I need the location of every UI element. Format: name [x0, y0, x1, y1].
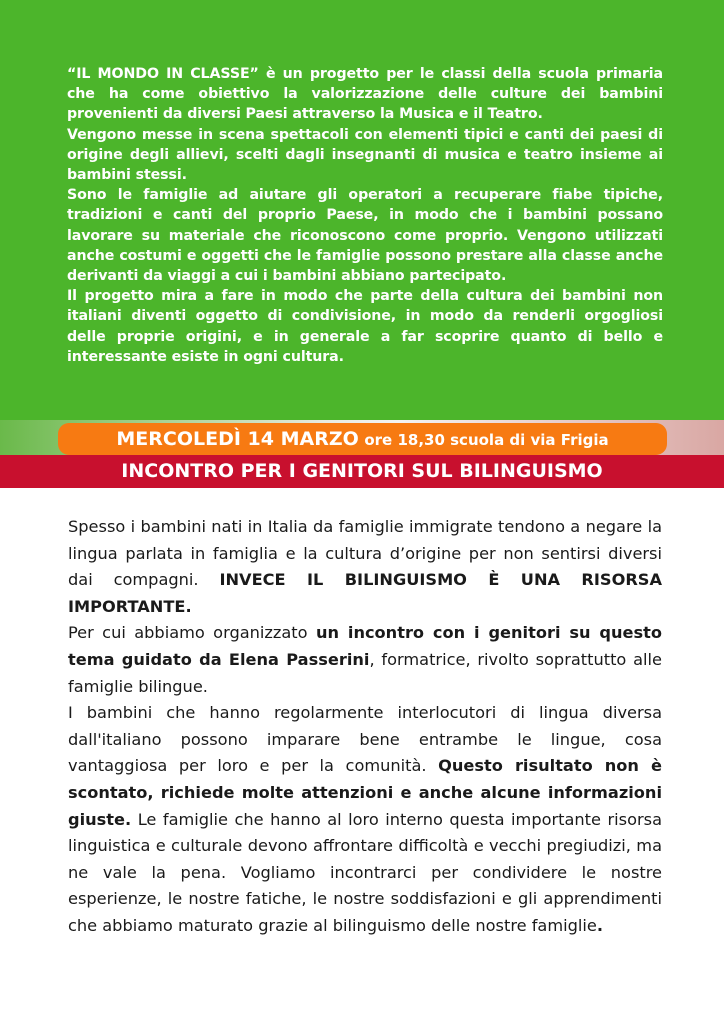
- intro-paragraph: Il progetto mira a fare in modo che parte della cultura dei bambini non italiani diventi oggetto di condivisione, in modo da renderli orgogliosi delle proprie origini, e in generale a far scoprire quanto di bello e interessante esiste in ogni cultura.: [67, 288, 663, 365]
- body-text-span: , formatrice, rivolto soprattutto alle famiglie bilingue.: [68, 649, 662, 696]
- intro-paragraph: Vengono messe in scena spettacoli con elementi tipici e canti dei paesi di origine degli allievi, scelti dagli insegnanti di musica e teatro insieme ai bambini stessi.: [67, 126, 663, 184]
- body-bold-span: INVECE IL BILINGUISMO È UNA RISORSA IMPORTANTE.: [68, 570, 662, 616]
- body-bold-period: .: [596, 915, 604, 935]
- intro-paragraph: Sono le famiglie ad aiutare gli operatori a recuperare fiabe tipiche, tradizioni e canti del proprio Paese, in modo che i bambini possano lavorare su materiale che riconoscono come proprio. Vengono utilizzati anche costumi e oggetti che le famiglie possono prestare alla classe anche derivanti da viaggi a cui i bambini abbiano partecipato.: [67, 187, 663, 285]
- intro-paragraph: “IL MONDO IN CLASSE” è un progetto per le classi della scuola primaria che ha come obiettivo la valorizzazione delle culture dei bambini provenienti da diversi Paesi attraverso la Musica e il Teatro.: [67, 66, 663, 123]
- event-time-place: ore 18,30 scuola di via Frigia: [364, 431, 609, 449]
- body-paragraph-3: [68, 700, 662, 939]
- body-text-span: Le famiglie che hanno al loro interno questa importante risorsa linguistica e culturale devono affrontare difficoltà e vecchi pregiudizi, ma ne vale la pena. Vogliamo incontrarci per condividere le nostre esperienze, le nostre fatiche, le nostre soddisfazioni e gli apprendimenti che abbiamo maturato grazie al bilinguismo delle nostre famiglie: [68, 809, 662, 935]
- intro-text: [67, 64, 663, 367]
- body-bold-span: un incontro con i genitori su questo tema guidato da Elena Passerini: [68, 623, 662, 669]
- body-text-span: I bambini che hanno regolarmente interlocutori di lingua diversa dall'italiano possono imparare bene entrambe le lingue, cosa vantaggiosa per loro e per la comunità.: [68, 703, 662, 776]
- event-date: MERCOLEDÌ 14 MARZO: [116, 428, 359, 450]
- headline-banner: [0, 455, 724, 488]
- body-text-span: Per cui abbiamo organizzato: [68, 623, 308, 643]
- body-bold-span: Questo risultato non è scontato, richiede molte attenzioni e anche alcune informazioni giuste.: [68, 756, 662, 829]
- body-text-span: Spesso i bambini nati in Italia da famiglie immigrate tendono a negare la lingua parlata in famiglia e la cultura d’origine per non sentirsi diversi dai compagni.: [68, 517, 662, 590]
- body-paragraph-2: [68, 620, 662, 700]
- body-paragraph-1: [68, 514, 662, 620]
- event-banner: [58, 423, 667, 455]
- body-text: [68, 514, 662, 940]
- headline-title: INCONTRO PER I GENITORI SUL BILINGUISMO: [121, 460, 603, 482]
